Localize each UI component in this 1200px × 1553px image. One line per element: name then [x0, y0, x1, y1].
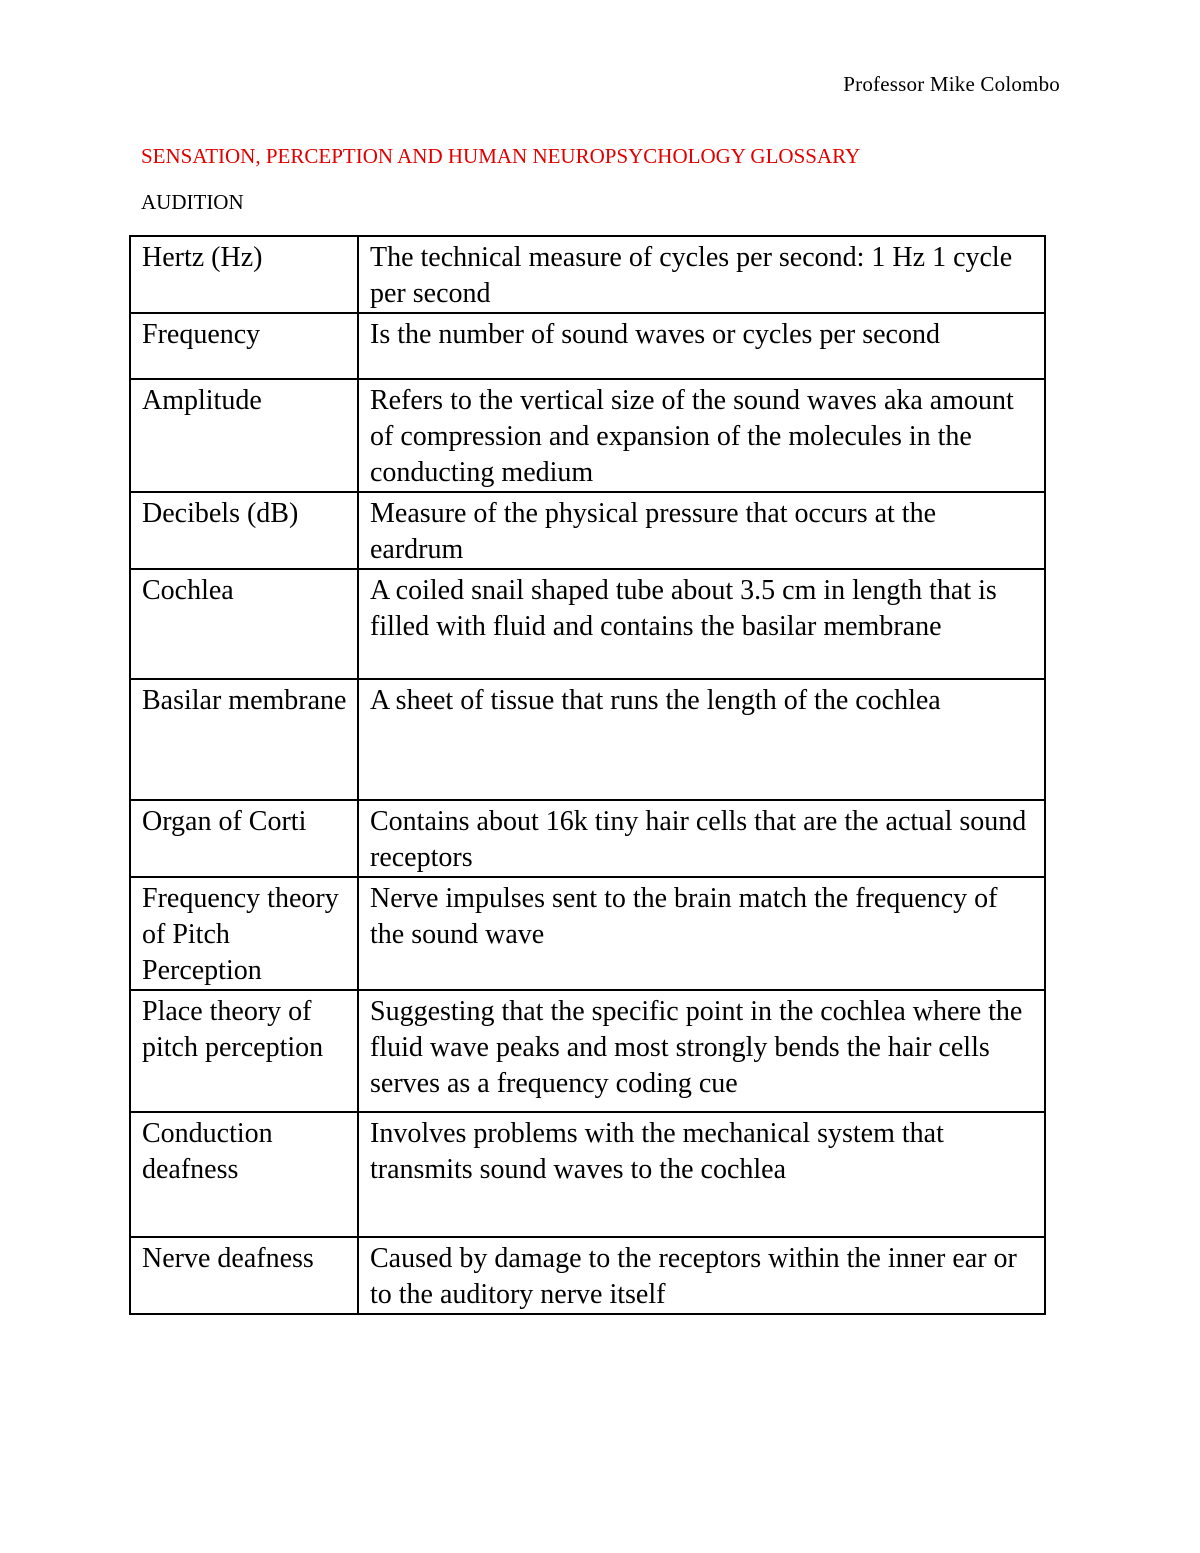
term-cell: Frequency	[130, 313, 358, 379]
table-row	[130, 1112, 1045, 1237]
table-row	[130, 569, 1045, 679]
table-row	[130, 236, 1045, 313]
table-row	[130, 379, 1045, 492]
document-title: SENSATION, PERCEPTION AND HUMAN NEUROPSYCHOLOGY GLOSSARY	[141, 144, 861, 168]
table-row	[130, 990, 1045, 1112]
definition-cell: A coiled snail shaped tube about 3.5 cm in length that is filled with fluid and contains the basilar membrane	[358, 569, 1045, 679]
term-cell: Frequency theory of Pitch Perception	[130, 877, 358, 990]
term-cell: Place theory of pitch perception	[130, 990, 358, 1112]
section-heading: AUDITION	[141, 190, 244, 214]
table-row	[130, 877, 1045, 990]
term-cell: Cochlea	[130, 569, 358, 679]
term-cell: Conduction deafness	[130, 1112, 358, 1237]
table-row	[130, 679, 1045, 800]
definition-cell: A sheet of tissue that runs the length of the cochlea	[358, 679, 1045, 800]
table-row	[130, 492, 1045, 569]
definition-cell: Contains about 16k tiny hair cells that are the actual sound receptors	[358, 800, 1045, 877]
definition-cell: Is the number of sound waves or cycles per second	[358, 313, 1045, 379]
table-row	[130, 313, 1045, 379]
term-cell: Hertz (Hz)	[130, 236, 358, 313]
header-author: Professor Mike Colombo	[843, 72, 1060, 96]
term-cell: Basilar membrane	[130, 679, 358, 800]
glossary-table	[129, 235, 1046, 1315]
term-cell: Amplitude	[130, 379, 358, 492]
definition-cell: Suggesting that the specific point in the cochlea where the fluid wave peaks and most strongly bends the hair cells serves as a frequency coding cue	[358, 990, 1045, 1112]
definition-cell: Involves problems with the mechanical system that transmits sound waves to the cochlea	[358, 1112, 1045, 1237]
definition-cell: Measure of the physical pressure that occurs at the eardrum	[358, 492, 1045, 569]
table-row	[130, 800, 1045, 877]
term-cell: Organ of Corti	[130, 800, 358, 877]
table-row	[130, 1237, 1045, 1314]
term-cell: Nerve deafness	[130, 1237, 358, 1314]
definition-cell: Refers to the vertical size of the sound waves aka amount of compression and expansion of the molecules in the conducting medium	[358, 379, 1045, 492]
definition-cell: The technical measure of cycles per second: 1 Hz 1 cycle per second	[358, 236, 1045, 313]
definition-cell: Nerve impulses sent to the brain match the frequency of the sound wave	[358, 877, 1045, 990]
term-cell: Decibels (dB)	[130, 492, 358, 569]
definition-cell: Caused by damage to the receptors within the inner ear or to the auditory nerve itself	[358, 1237, 1045, 1314]
